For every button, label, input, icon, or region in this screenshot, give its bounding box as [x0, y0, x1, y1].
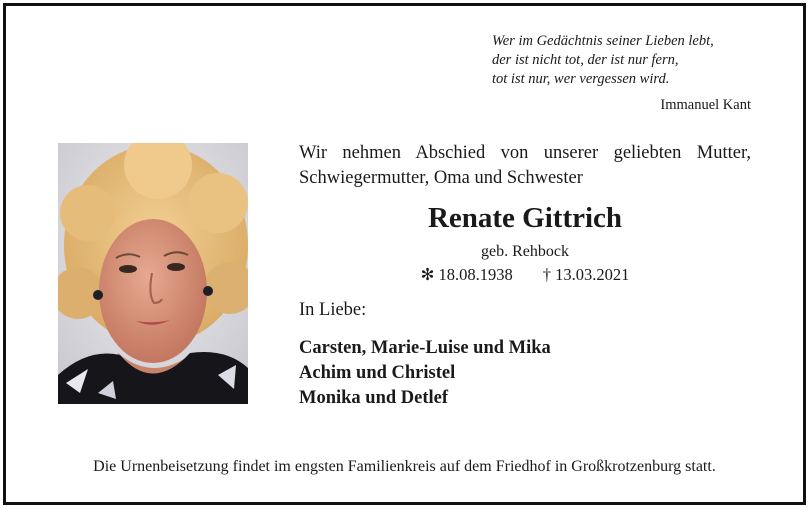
- in-love-label: In Liebe:: [299, 300, 367, 320]
- intro-text: Wir nehmen Abschied von unserer geliebten Mutter, Schwiegermutter, Oma und Schwester: [299, 143, 751, 188]
- burial-notice: Die Urnenbeisetzung findet im engsten Familienkreis auf dem Friedhof in Großkrotzenburg statt.: [93, 458, 716, 475]
- memorial-quote: [492, 32, 762, 89]
- life-dates: [299, 265, 751, 285]
- mourner-entry: Monika und Detlef: [299, 388, 449, 408]
- quote-line: tot ist nur, wer vergessen wird.: [492, 71, 670, 87]
- birth-date: ✻ 18.08.1938: [420, 265, 513, 284]
- mourners-list: [299, 336, 551, 411]
- quote-line: Wer im Gedächtnis seiner Lieben lebt,: [492, 33, 714, 49]
- mourner-entry: Carsten, Marie-Luise und Mika: [299, 338, 551, 358]
- death-date: † 13.03.2021: [542, 265, 630, 284]
- quote-line: der ist nicht tot, der ist nur fern,: [492, 52, 679, 68]
- deceased-name: Renate Gittrich: [427, 202, 623, 234]
- portrait-photo: [58, 143, 248, 404]
- maiden-name: geb. Rehbock: [481, 243, 569, 260]
- quote-author: Immanuel Kant: [660, 97, 751, 113]
- mourner-entry: Achim und Christel: [299, 363, 456, 383]
